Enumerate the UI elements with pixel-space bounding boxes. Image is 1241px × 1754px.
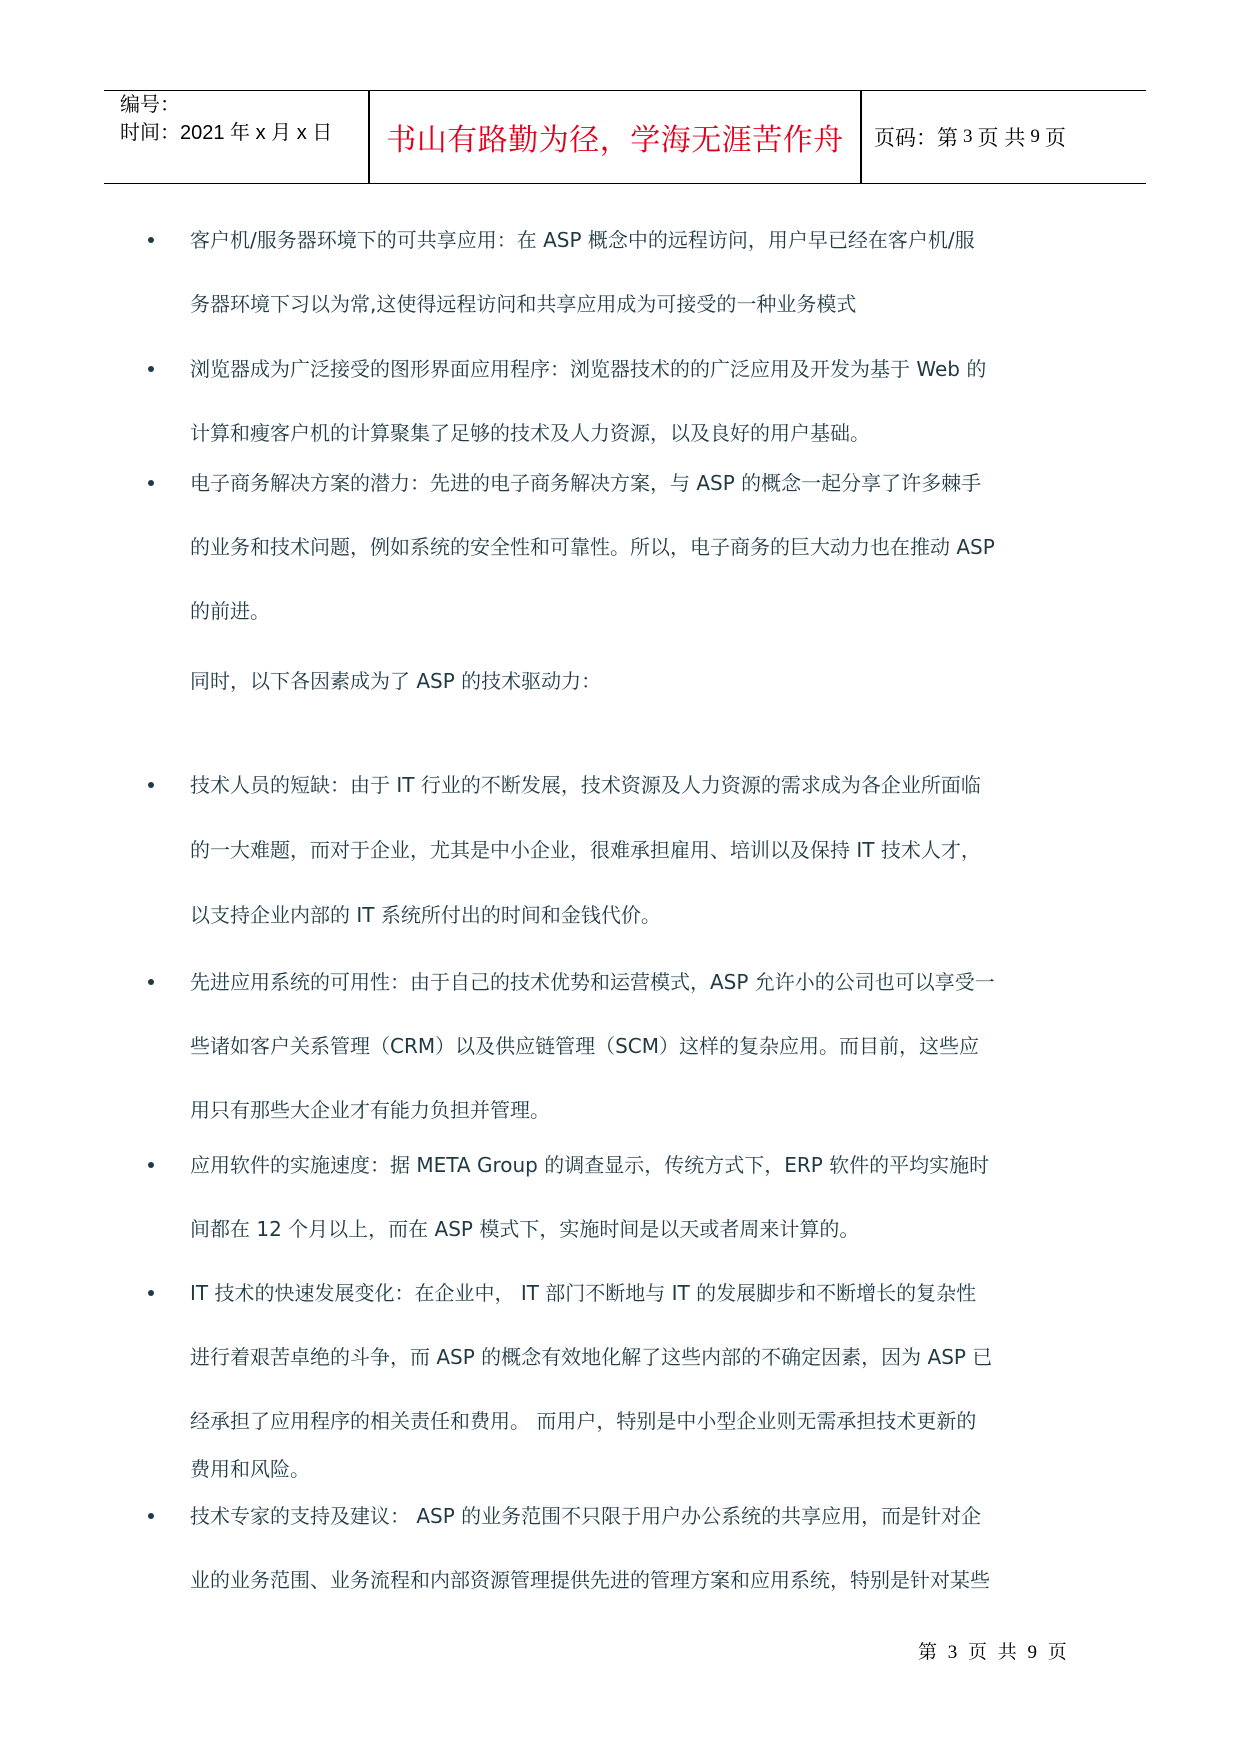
bullet-dot (148, 1513, 158, 1523)
list-item-line: 进行着艰苦卓绝的斗争，而 ASP 的概念有效地化解了这些内部的不确定因素，因为 ASP 已 (190, 1345, 993, 1369)
list-item-line: 间都在 12 个月以上，而在 ASP 模式下，实施时间是以天或者周来计算的。 (190, 1217, 860, 1241)
page-footer: 第 3 页 共 9 页 (918, 1642, 1067, 1663)
bullet-dot (148, 979, 158, 989)
intro-paragraph: 同时，以下各因素成为了 ASP 的技术驱动力： (190, 669, 602, 693)
page-total-number: 9 (1030, 126, 1040, 147)
list-item-line: 电子商务解决方案的潜力：先进的电子商务解决方案，与 ASP 的概念一起分享了许多棘手 (190, 471, 982, 495)
page-current-number: 3 (963, 126, 973, 147)
list-item-line: 客户机/服务器环境下的可共享应用：在 ASP 概念中的远程访问，用户早已经在客户机/服 (190, 228, 975, 252)
list-item-line: 的前进。 (190, 599, 270, 623)
list-item-line: 技术专家的支持及建议： ASP 的业务范围不只限于用户办公系统的共享应用，而是针对企 (190, 1504, 982, 1528)
bullet-dot (148, 480, 158, 490)
list-item-line: 用只有那些大企业才有能力负担并管理。 (190, 1098, 550, 1122)
list-item-line: 浏览器成为广泛接受的图形界面应用程序：浏览器技术的的广泛应用及开发为基于 Web 的 (190, 357, 987, 381)
page-label-suffix: 页 (1044, 127, 1066, 150)
header-motto: 书山有路勤为径，学海无涯苦作舟 (386, 124, 844, 157)
list-item-line: 计算和瘦客户机的计算聚集了足够的技术及人力资源，以及良好的用户基础。 (190, 421, 870, 445)
list-item-line: 以支持企业内部的 IT 系统所付出的时间和金钱代价。 (190, 903, 661, 927)
list-item-line: 务器环境下习以为常,这使得远程访问和共享应用成为可接受的一种业务模式 (190, 292, 857, 316)
list-item-line: 的业务和技术问题，例如系统的安全性和可靠性。所以，电子商务的巨大动力也在推动 ASP (190, 535, 995, 559)
list-item-line: 先进应用系统的可用性：由于自己的技术优势和运营模式，ASP 允许小的公司也可以享受一 (190, 970, 995, 994)
list-item-line: IT 技术的快速发展变化：在企业中， IT 部门不断地与 IT 的发展脚步和不断增长的复杂性 (190, 1281, 977, 1305)
document-number-label: 编号： (120, 94, 180, 116)
document-time-label: 时间：2021 年 x 月 x 日 (120, 122, 333, 144)
list-item-line: 些诸如客户关系管理（CRM）以及供应链管理（SCM）这样的复杂应用。而目前，这些应 (190, 1034, 980, 1058)
list-item-line: 费用和风险。 (190, 1457, 310, 1481)
list-item-line: 应用软件的实施速度：据 META Group 的调查显示，传统方式下，ERP 软件的平均实施时 (190, 1153, 990, 1177)
bullet-dot (148, 366, 158, 376)
list-item-line: 的一大难题，而对于企业，尤其是中小企业，很难承担雇用、培训以及保持 IT 技术人才， (190, 838, 981, 862)
page-label-mid: 页 共 (977, 127, 1026, 150)
bullet-dot (148, 1290, 158, 1300)
list-item-line: 经承担了应用程序的相关责任和费用。 而用户，特别是中小型企业则无需承担技术更新的 (190, 1409, 977, 1433)
bullet-dot (148, 237, 158, 247)
bullet-dot (148, 782, 158, 792)
list-item-line: 技术人员的短缺：由于 IT 行业的不断发展，技术资源及人力资源的需求成为各企业所面临 (190, 773, 981, 797)
bullet-dot (148, 1162, 158, 1172)
list-item-line: 业的业务范围、业务流程和内部资源管理提供先进的管理方案和应用系统，特别是针对某些 (190, 1568, 990, 1592)
page-label-prefix: 页码：第 (874, 127, 958, 150)
